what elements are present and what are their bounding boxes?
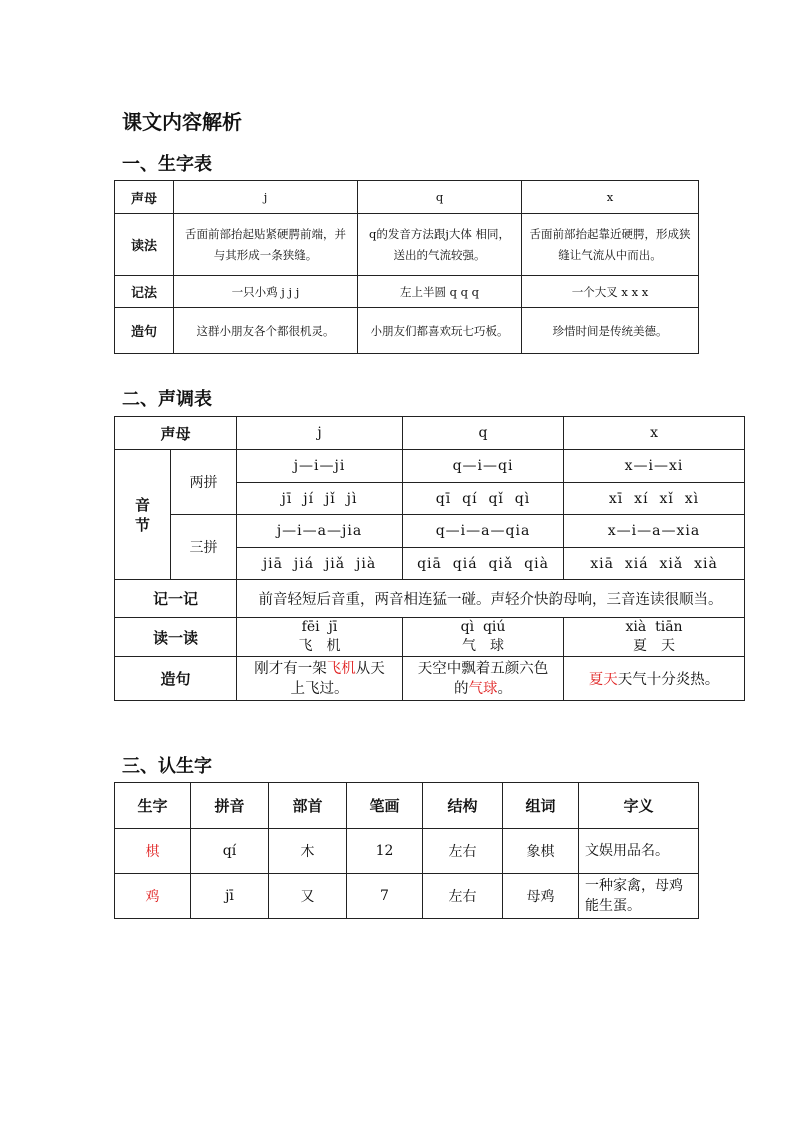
sentence-highlight: 气球 (468, 680, 498, 697)
sentence-j: 这群小朋友各个都很机灵。 (174, 308, 358, 354)
col-header-radical: 部首 (269, 783, 347, 829)
sentence-highlight: 夏天 (588, 672, 618, 688)
sentence-text: 天空中飘着五颜六色 (417, 660, 549, 677)
syllable-char-1: 音 (134, 495, 150, 514)
vocab-table (114, 180, 699, 354)
sentence-cell-q (403, 657, 564, 701)
cell-structure: 左右 (423, 874, 503, 919)
read-cell-q (403, 618, 564, 657)
table-row (115, 874, 699, 919)
letter-x: x (564, 417, 745, 450)
reading-q: q的发音方法跟j大体 相同，送出的气流较强。 (358, 214, 522, 276)
sentence-cell-j (237, 657, 403, 701)
sentence-text: 。 (497, 680, 513, 697)
letter-j: j (237, 417, 403, 450)
letter-q: q (358, 181, 522, 214)
sentence-text: 上飞过。 (290, 680, 349, 697)
header-label: 声母 (115, 417, 237, 450)
three-tones-x: xiā xiá xiǎ xià (564, 548, 745, 580)
read-hanzi-q: 气 球 (462, 638, 505, 654)
two-spell-label: 两拼 (171, 450, 237, 515)
read-cell-x (564, 618, 745, 657)
two-tones-q: qī qí qǐ qì (403, 483, 564, 515)
three-tones-j: jiā jiá jiǎ jià (237, 548, 403, 580)
sentence-text: 的 (454, 680, 469, 697)
cell-strokes: 7 (347, 874, 423, 919)
col-header-char: 生字 (115, 783, 191, 829)
memory-x: 一个大叉 x x x (522, 276, 699, 308)
header-label: 声母 (115, 181, 174, 214)
letter-q: q (403, 417, 564, 450)
mnemonic-text: 前音轻短后音重，两音相连猛一碰。声轻介快韵母响，三音连读很顺当。 (237, 580, 745, 618)
letter-j: j (174, 181, 358, 214)
read-pinyin-j: fēi jī (301, 619, 338, 635)
page-title: 课文内容解析 (122, 110, 242, 134)
sentence-label: 造句 (115, 657, 237, 701)
cell-char: 棋 (115, 829, 191, 874)
read-hanzi-j: 飞 机 (298, 638, 341, 654)
cell-word: 象棋 (503, 829, 579, 874)
table-row (115, 829, 699, 874)
section-heading-tones: 二、声调表 (122, 389, 212, 410)
three-formula-x: x—i—a—xia (564, 515, 745, 548)
three-formula-q: q—i—a—qia (403, 515, 564, 548)
read-pinyin-x: xià tiān (625, 619, 683, 635)
reading-j: 舌面前部抬起贴紧硬腭前端，并与其形成一条狭缝。 (174, 214, 358, 276)
two-tones-x: xī xí xǐ xì (564, 483, 745, 515)
letter-x: x (522, 181, 699, 214)
row-label-memory: 记法 (115, 276, 174, 308)
sentence-text: 刚才有一架 (254, 660, 327, 677)
cell-pinyin: jī (191, 874, 269, 919)
cell-meaning: 文娱用品名。 (579, 829, 699, 874)
cell-meaning: 一种家禽，母鸡能生蛋。 (579, 874, 699, 919)
sentence-text: 从天 (355, 660, 385, 677)
cell-strokes: 12 (347, 829, 423, 874)
section-heading-recognize: 三、认生字 (122, 756, 212, 777)
two-formula-x: x—i—xi (564, 450, 745, 483)
tone-table (114, 416, 745, 701)
sentence-q: 小朋友们都喜欢玩七巧板。 (358, 308, 522, 354)
col-header-structure: 结构 (423, 783, 503, 829)
reading-x: 舌面前部抬起靠近硬腭，形成狭缝让气流从中而出。 (522, 214, 699, 276)
three-tones-q: qiā qiá qiǎ qià (403, 548, 564, 580)
read-label: 读一读 (115, 618, 237, 657)
col-header-pinyin: 拼音 (191, 783, 269, 829)
read-pinyin-q: qì qiú (460, 619, 506, 635)
read-cell-j (237, 618, 403, 657)
row-label-sentence: 造句 (115, 308, 174, 354)
col-header-word: 组词 (503, 783, 579, 829)
three-formula-j: j—i—a—jia (237, 515, 403, 548)
three-spell-label: 三拼 (171, 515, 237, 580)
syllable-char-2: 节 (134, 515, 150, 534)
col-header-meaning: 字义 (579, 783, 699, 829)
sentence-x: 珍惜时间是传统美德。 (522, 308, 699, 354)
two-formula-q: q—i—qi (403, 450, 564, 483)
read-hanzi-x: 夏 天 (633, 638, 676, 654)
col-header-strokes: 笔画 (347, 783, 423, 829)
row-label-reading: 读法 (115, 214, 174, 276)
two-tones-j: jī jí jǐ jì (237, 483, 403, 515)
cell-radical: 又 (269, 874, 347, 919)
two-formula-j: j—i—ji (237, 450, 403, 483)
cell-pinyin: qí (191, 829, 269, 874)
syllable-label (115, 450, 171, 580)
mnemonic-label: 记一记 (115, 580, 237, 618)
memory-q: 左上半圆 q q q (358, 276, 522, 308)
section-heading-vocab: 一、生字表 (122, 154, 212, 175)
cell-word: 母鸡 (503, 874, 579, 919)
sentence-highlight: 飞机 (326, 660, 356, 677)
sentence-cell-x (564, 657, 745, 701)
character-table (114, 782, 699, 919)
cell-radical: 木 (269, 829, 347, 874)
cell-structure: 左右 (423, 829, 503, 874)
cell-char: 鸡 (115, 874, 191, 919)
sentence-text: 天气十分炎热。 (617, 672, 720, 688)
memory-j: 一只小鸡 j j j (174, 276, 358, 308)
